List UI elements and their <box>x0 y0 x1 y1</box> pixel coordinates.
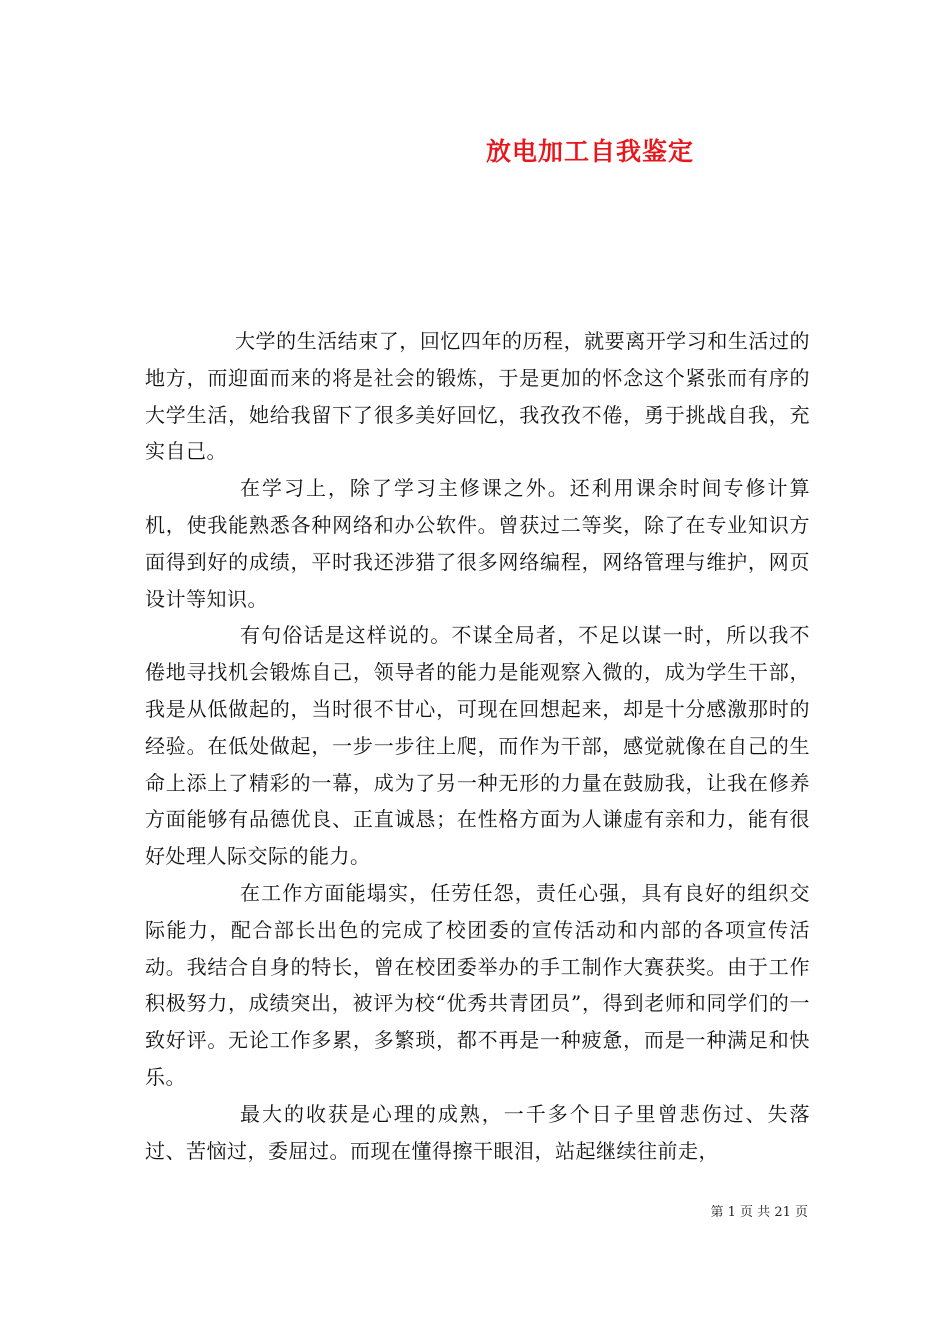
document-body <box>145 323 810 1169</box>
page-number-footer: 第 1 页 共 21 页 <box>710 1205 808 1220</box>
paragraph-growth: 最大的收获是心理的成熟，一千多个日子里曾悲伤过、失落过、苦恼过，委屈过。而现在懂得擦干眼泪，站起继续往前走， <box>145 1101 810 1163</box>
document-title: 放电加工自我鉴定 <box>485 137 694 166</box>
paragraph-leadership: 有句俗话是这样说的。不谋全局者，不足以谋一时，所以我不倦地寻找机会锻炼自己，领导者的能力是能观察入微的，成为学生干部，我是从低做起的，当时很不甘心，可现在回想起来，却是十分感激那时的经验。在低处做起，一步一步往上爬，而作为干部，感觉就像在自己的生命上添上了精彩的一幕，成为了另一种无形的力量在鼓励我，让我在修养方面能够有品德优良、正直诚恳；在性格方面为人谦虚有亲和力，能有很好处理人际交际的能力。 <box>145 623 810 869</box>
paragraph-intro: 大学的生活结束了，回忆四年的历程，就要离开学习和生活过的地方，而迎面而来的将是社会的锻炼，于是更加的怀念这个紧张而有序的大学生活，她给我留下了很多美好回忆，我孜孜不倦，勇于挑战自我，充实自己。 <box>145 329 810 464</box>
paragraph-work: 在工作方面能塌实，任劳任怨，责任心强，具有良好的组织交际能力，配合部长出色的完成了校团委的宣传活动和内部的各项宣传活动。我结合自身的特长，曾在校团委举办的手工制作大赛获奖。由于工作积极努力，成绩突出，被评为校“优秀共青团员”，得到老师和同学们的一致好评。无论工作多累，多繁琐，都不再是一种疲惫，而是一种满足和快乐。 <box>145 880 810 1089</box>
paragraph-study: 在学习上，除了学习主修课之外。还利用课余时间专修计算机，使我能熟悉各种网络和办公软件。曾获过二等奖，除了在专业知识方面得到好的成绩，平时我还涉猎了很多网络编程，网络管理与维护，网页设计等知识。 <box>145 476 810 611</box>
